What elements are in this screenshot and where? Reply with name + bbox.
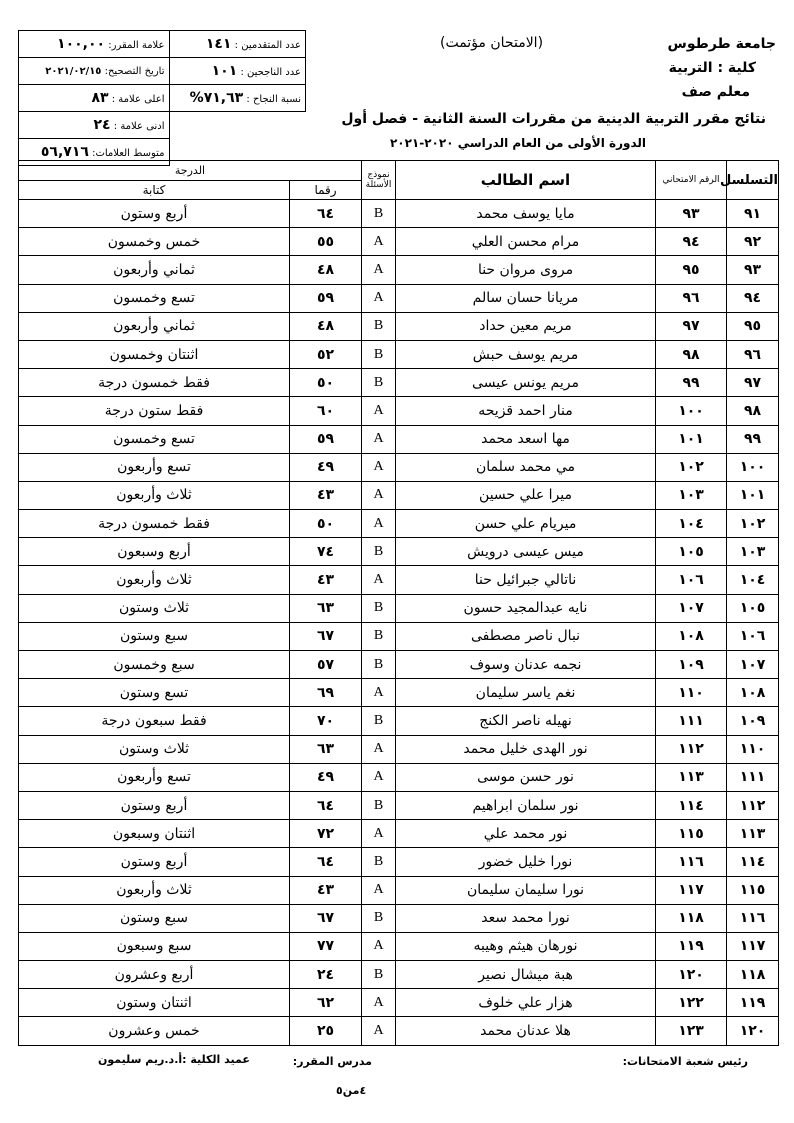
grade-words-cell: خمس وخمسون xyxy=(19,228,290,256)
grade-words-cell: ثماني وأربعون xyxy=(19,256,290,284)
grade-words-cell: سبع وخمسون xyxy=(19,651,290,679)
grade-words-cell: سبع وسبعون xyxy=(19,932,290,960)
table-row xyxy=(19,989,779,1017)
grade-words-cell: ثلاث وستون xyxy=(19,735,290,763)
student-name-cell: مي محمد سلمان xyxy=(396,453,656,481)
student-name-cell: منار احمد قزيحه xyxy=(396,397,656,425)
serial-cell: ١١٩ xyxy=(727,989,779,1017)
exam-number-cell: ١١٥ xyxy=(656,820,727,848)
exam-number-cell: ١٠٦ xyxy=(656,566,727,594)
question-model-cell: A xyxy=(362,425,396,453)
applicants-cell xyxy=(169,31,306,58)
applicants-value: ١٤١ xyxy=(205,36,232,52)
grade-digits-cell: ٢٥ xyxy=(290,1017,362,1045)
grade-words-cell: ثلاث وأربعون xyxy=(19,876,290,904)
table-row xyxy=(19,961,779,989)
exam-number-cell: ١٢٣ xyxy=(656,1017,727,1045)
question-model-cell: B xyxy=(362,848,396,876)
question-model-cell: B xyxy=(362,312,396,340)
grade-words-cell: سبع وستون xyxy=(19,904,290,932)
question-model-cell: A xyxy=(362,1017,396,1045)
serial-cell: ١١٦ xyxy=(727,904,779,932)
serial-cell: ١٠٢ xyxy=(727,510,779,538)
serial-cell: ٩٦ xyxy=(727,340,779,368)
exam-number-cell: ١٠٤ xyxy=(656,510,727,538)
table-row xyxy=(19,622,779,650)
student-name-cell: نغم ياسر سليمان xyxy=(396,679,656,707)
student-name-cell: نورا سليمان سليمان xyxy=(396,876,656,904)
student-name-cell: نور الهدى خليل محمد xyxy=(396,735,656,763)
student-name-cell: مايا يوسف محمد xyxy=(396,200,656,228)
exam-number-cell: ٩٥ xyxy=(656,256,727,284)
grade-digits-cell: ٢٤ xyxy=(290,961,362,989)
exam-number-cell: ١٢٢ xyxy=(656,989,727,1017)
grade-digits-cell: ٦٢ xyxy=(290,989,362,1017)
table-row xyxy=(19,481,779,509)
serial-cell: ١٢٠ xyxy=(727,1017,779,1045)
table-row xyxy=(19,369,779,397)
correction-date-cell xyxy=(19,58,170,85)
grade-words-cell: تسع وأربعون xyxy=(19,453,290,481)
exam-number-cell: ١١٧ xyxy=(656,876,727,904)
grade-words-cell: فقط سبعون درجة xyxy=(19,707,290,735)
exam-number-cell: ١٠٧ xyxy=(656,594,727,622)
student-name-cell: هزار علي خلوف xyxy=(396,989,656,1017)
col-words-header: كتابة xyxy=(19,180,290,200)
serial-cell: ٩٩ xyxy=(727,425,779,453)
grade-digits-cell: ٧٧ xyxy=(290,932,362,960)
max-mark-cell xyxy=(19,85,170,112)
grade-words-cell: خمس وعشرون xyxy=(19,1017,290,1045)
serial-cell: ٩٢ xyxy=(727,228,779,256)
student-name-cell: ميريام علي حسن xyxy=(396,510,656,538)
passed-label: عدد الناجحين : xyxy=(240,67,301,78)
student-name-cell: نهيله ناصر الكنج xyxy=(396,707,656,735)
table-row xyxy=(19,200,779,228)
exam-number-cell: ١١٩ xyxy=(656,932,727,960)
question-model-cell: A xyxy=(362,820,396,848)
grade-digits-cell: ٥٠ xyxy=(290,369,362,397)
min-mark-cell xyxy=(19,112,170,139)
exam-number-cell: ٩٧ xyxy=(656,312,727,340)
question-model-cell: B xyxy=(362,200,396,228)
serial-cell: ٩٥ xyxy=(727,312,779,340)
question-model-cell: B xyxy=(362,594,396,622)
grade-words-cell: تسع وخمسون xyxy=(19,284,290,312)
col-digits-header: رقما xyxy=(290,180,362,200)
table-row xyxy=(19,707,779,735)
table-row xyxy=(19,284,779,312)
col-name-header: اسم الطالب xyxy=(396,161,656,200)
exam-number-cell: ٩٣ xyxy=(656,200,727,228)
grade-digits-cell: ٤٣ xyxy=(290,481,362,509)
serial-cell: ١١٨ xyxy=(727,961,779,989)
grade-digits-cell: ٥٥ xyxy=(290,228,362,256)
serial-cell: ١١٠ xyxy=(727,735,779,763)
exams-head-label: رئيس شعبة الامتحانات: xyxy=(622,1055,748,1068)
course-teacher-label: مدرس المقرر: xyxy=(292,1055,372,1068)
question-model-cell: B xyxy=(362,369,396,397)
student-name-cell: مريانا حسان سالم xyxy=(396,284,656,312)
exam-number-cell: ١١١ xyxy=(656,707,727,735)
grade-digits-cell: ٥٢ xyxy=(290,340,362,368)
serial-cell: ٩١ xyxy=(727,200,779,228)
table-row xyxy=(19,1017,779,1045)
correction-date-label: تاريخ التصحيح: xyxy=(104,65,165,77)
question-model-cell: B xyxy=(362,961,396,989)
grade-words-cell: سبع وستون xyxy=(19,622,290,650)
question-model-cell: B xyxy=(362,904,396,932)
table-row xyxy=(19,651,779,679)
min-mark-value: ٢٤ xyxy=(93,117,111,133)
exam-number-cell: ١١٤ xyxy=(656,791,727,819)
student-name-cell: نورا محمد سعد xyxy=(396,904,656,932)
question-model-cell: A xyxy=(362,989,396,1017)
serial-cell: ١٠٥ xyxy=(727,594,779,622)
serial-cell: ١٠٨ xyxy=(727,679,779,707)
grade-words-cell: تسع وستون xyxy=(19,679,290,707)
grade-digits-cell: ٧٢ xyxy=(290,820,362,848)
max-mark-value: ٨٣ xyxy=(91,90,109,106)
exam-mode: (الامتحان مؤتمت) xyxy=(440,35,544,51)
student-name-cell: هلا عدنان محمد xyxy=(396,1017,656,1045)
student-name-cell: نور محمد علي xyxy=(396,820,656,848)
grade-digits-cell: ٥٠ xyxy=(290,510,362,538)
grade-words-cell: أربع وستون xyxy=(19,848,290,876)
question-model-cell: A xyxy=(362,397,396,425)
results-rows xyxy=(19,200,779,1046)
grade-words-cell: اثنتان وسبعون xyxy=(19,820,290,848)
table-row xyxy=(19,791,779,819)
grade-words-cell: تسع وخمسون xyxy=(19,425,290,453)
exam-number-cell: ٩٤ xyxy=(656,228,727,256)
student-name-cell: نورا خليل خضور xyxy=(396,848,656,876)
serial-cell: ١١٧ xyxy=(727,932,779,960)
faculty-name: كلية : التربية xyxy=(668,60,756,76)
grade-digits-cell: ٧٤ xyxy=(290,538,362,566)
table-row xyxy=(19,679,779,707)
serial-cell: ٩٣ xyxy=(727,256,779,284)
grade-words-cell: ثماني وأربعون xyxy=(19,312,290,340)
exam-number-cell: ٩٨ xyxy=(656,340,727,368)
table-row xyxy=(19,397,779,425)
passed-cell xyxy=(169,58,306,85)
exam-number-cell: ١٠١ xyxy=(656,425,727,453)
question-model-cell: A xyxy=(362,284,396,312)
table-row xyxy=(19,932,779,960)
serial-cell: ١٠٩ xyxy=(727,707,779,735)
table-row xyxy=(19,453,779,481)
exam-number-cell: ٩٩ xyxy=(656,369,727,397)
dean-label: عميد الكلية :أ.د.ريم سليمون xyxy=(98,1053,250,1066)
table-row xyxy=(19,876,779,904)
exam-number-cell: ١٠٨ xyxy=(656,622,727,650)
serial-cell: ١١٥ xyxy=(727,876,779,904)
table-row xyxy=(19,566,779,594)
table-row xyxy=(19,228,779,256)
question-model-cell: B xyxy=(362,340,396,368)
serial-cell: ٩٨ xyxy=(727,397,779,425)
question-model-cell: B xyxy=(362,538,396,566)
grade-words-cell: ثلاث وأربعون xyxy=(19,566,290,594)
table-row xyxy=(19,820,779,848)
student-name-cell: مريم يونس عيسى xyxy=(396,369,656,397)
grade-digits-cell: ٤٩ xyxy=(290,453,362,481)
grade-digits-cell: ٦٩ xyxy=(290,679,362,707)
applicants-label: عدد المتقدمين : xyxy=(234,40,301,51)
table-row xyxy=(19,312,779,340)
course-mark-label: علامة المقرر: xyxy=(108,40,165,51)
grade-words-cell: ثلاث وأربعون xyxy=(19,481,290,509)
student-name-cell: نورهان هيثم وهيبه xyxy=(396,932,656,960)
grade-digits-cell: ٦٤ xyxy=(290,200,362,228)
table-row xyxy=(19,538,779,566)
course-mark-cell xyxy=(19,31,170,58)
serial-cell: ١٠١ xyxy=(727,481,779,509)
student-name-cell: مها اسعد محمد xyxy=(396,425,656,453)
question-model-cell: B xyxy=(362,622,396,650)
grade-digits-cell: ٦٤ xyxy=(290,848,362,876)
question-model-cell: A xyxy=(362,256,396,284)
table-row xyxy=(19,340,779,368)
grade-digits-cell: ٦٠ xyxy=(290,397,362,425)
question-model-cell: A xyxy=(362,228,396,256)
min-mark-label: ادنى علامة : xyxy=(113,121,165,132)
question-model-cell: B xyxy=(362,651,396,679)
question-model-cell: A xyxy=(362,453,396,481)
serial-cell: ١٠٧ xyxy=(727,651,779,679)
serial-cell: ١٠٣ xyxy=(727,538,779,566)
student-name-cell: مريم معين حداد xyxy=(396,312,656,340)
student-name-cell: نايه عبدالمجيد حسون xyxy=(396,594,656,622)
exam-number-cell: ١١٠ xyxy=(656,679,727,707)
grade-words-cell: اثنتان وخمسون xyxy=(19,340,290,368)
avg-mark-label: متوسط العلامات: xyxy=(92,148,165,159)
student-name-cell: مريم يوسف حبش xyxy=(396,340,656,368)
serial-cell: ١١٤ xyxy=(727,848,779,876)
question-model-cell: B xyxy=(362,707,396,735)
grade-digits-cell: ٦٧ xyxy=(290,622,362,650)
exam-number-cell: ١٢٠ xyxy=(656,961,727,989)
exam-number-cell: ١١٣ xyxy=(656,763,727,791)
table-row xyxy=(19,594,779,622)
grade-words-cell: أربع وعشرون xyxy=(19,961,290,989)
grade-digits-cell: ٥٧ xyxy=(290,651,362,679)
grade-digits-cell: ٦٧ xyxy=(290,904,362,932)
student-name-cell: نور حسن موسى xyxy=(396,763,656,791)
serial-cell: ١١٢ xyxy=(727,791,779,819)
grade-words-cell: فقط خمسون درجة xyxy=(19,369,290,397)
question-model-cell: A xyxy=(362,481,396,509)
page-title: نتائج مقرر التربية الدينية من مقررات السنة الثانية - فصل أول xyxy=(341,111,766,127)
course-mark-value: ١٠٠,٠٠ xyxy=(57,36,106,52)
serial-cell: ١٠٦ xyxy=(727,622,779,650)
exam-number-cell: ٩٦ xyxy=(656,284,727,312)
grade-words-cell: فقط خمسون درجة xyxy=(19,510,290,538)
table-row xyxy=(19,735,779,763)
student-name-cell: ميرا علي حسين xyxy=(396,481,656,509)
passed-value: ١٠١ xyxy=(211,63,238,79)
results-table xyxy=(18,160,779,1046)
col-model-header: نموذج الأسئلة xyxy=(362,161,396,200)
table-row xyxy=(19,904,779,932)
grade-digits-cell: ٥٩ xyxy=(290,284,362,312)
exam-number-cell: ١٠٠ xyxy=(656,397,727,425)
question-model-cell: B xyxy=(362,791,396,819)
table-row xyxy=(19,425,779,453)
page-number: ٤من٥ xyxy=(336,1084,367,1097)
correction-date-value: ٢٠٢١/٠٢/١٥ xyxy=(45,65,102,77)
grade-words-cell: أربع وستون xyxy=(19,791,290,819)
grade-digits-cell: ٦٤ xyxy=(290,791,362,819)
exam-number-cell: ١١٦ xyxy=(656,848,727,876)
serial-cell: ١٠٤ xyxy=(727,566,779,594)
avg-mark-value: ٥٦,٧١٦ xyxy=(40,144,89,160)
exam-number-cell: ١٠٢ xyxy=(656,453,727,481)
grade-digits-cell: ٤٣ xyxy=(290,876,362,904)
serial-cell: ٩٧ xyxy=(727,369,779,397)
table-row xyxy=(19,763,779,791)
grade-words-cell: أربع وسبعون xyxy=(19,538,290,566)
serial-cell: ١١١ xyxy=(727,763,779,791)
exam-number-cell: ١٠٩ xyxy=(656,651,727,679)
col-exam-no-header: الرقم الامتحاني xyxy=(656,161,727,200)
pass-rate-value: ٧١,٦٣% xyxy=(189,90,244,106)
grade-digits-cell: ٤٣ xyxy=(290,566,362,594)
question-model-cell: A xyxy=(362,763,396,791)
question-model-cell: A xyxy=(362,876,396,904)
exam-number-cell: ١١٢ xyxy=(656,735,727,763)
question-model-cell: A xyxy=(362,566,396,594)
grade-words-cell: ثلاث وستون xyxy=(19,594,290,622)
serial-cell: ١١٣ xyxy=(727,820,779,848)
grade-words-cell: فقط ستون درجة xyxy=(19,397,290,425)
question-model-cell: A xyxy=(362,735,396,763)
pass-rate-cell xyxy=(169,85,306,112)
student-name-cell: نبال ناصر مصطفى xyxy=(396,622,656,650)
grade-digits-cell: ٥٩ xyxy=(290,425,362,453)
pass-rate-label: نسبة النجاح : xyxy=(246,94,301,105)
student-name-cell: ناتالي جبرائيل حنا xyxy=(396,566,656,594)
serial-cell: ١٠٠ xyxy=(727,453,779,481)
department-name: معلم صف xyxy=(681,84,750,100)
max-mark-label: اعلى علامة : xyxy=(111,94,165,105)
table-row xyxy=(19,256,779,284)
session-title: الدورة الأولى من العام الدراسي ٢٠٢٠-٢٠٢١ xyxy=(389,136,646,150)
student-name-cell: نجمه عدنان وسوف xyxy=(396,651,656,679)
exam-number-cell: ١٠٥ xyxy=(656,538,727,566)
question-model-cell: A xyxy=(362,510,396,538)
col-grade-header: الدرجة xyxy=(19,161,362,181)
grade-digits-cell: ٤٩ xyxy=(290,763,362,791)
university-name: جامعة طرطوس xyxy=(667,36,776,52)
grade-digits-cell: ٧٠ xyxy=(290,707,362,735)
empty-cell xyxy=(169,112,306,139)
grade-words-cell: تسع وأربعون xyxy=(19,763,290,791)
stats-box xyxy=(18,30,306,166)
serial-cell: ٩٤ xyxy=(727,284,779,312)
student-name-cell: ميس عيسى درويش xyxy=(396,538,656,566)
grade-digits-cell: ٤٨ xyxy=(290,256,362,284)
question-model-cell: A xyxy=(362,679,396,707)
student-name-cell: هبة ميشال نصير xyxy=(396,961,656,989)
exam-number-cell: ١١٨ xyxy=(656,904,727,932)
student-name-cell: مروى مروان حنا xyxy=(396,256,656,284)
question-model-cell: A xyxy=(362,932,396,960)
exam-number-cell: ١٠٣ xyxy=(656,481,727,509)
col-serial-header: التسلسل xyxy=(727,161,779,200)
student-name-cell: نور سلمان ابراهيم xyxy=(396,791,656,819)
table-row xyxy=(19,848,779,876)
table-row xyxy=(19,510,779,538)
grade-digits-cell: ٦٣ xyxy=(290,594,362,622)
grade-digits-cell: ٤٨ xyxy=(290,312,362,340)
student-name-cell: مرام محسن العلي xyxy=(396,228,656,256)
grade-digits-cell: ٦٣ xyxy=(290,735,362,763)
grade-words-cell: اثنتان وستون xyxy=(19,989,290,1017)
grade-words-cell: أربع وستون xyxy=(19,200,290,228)
